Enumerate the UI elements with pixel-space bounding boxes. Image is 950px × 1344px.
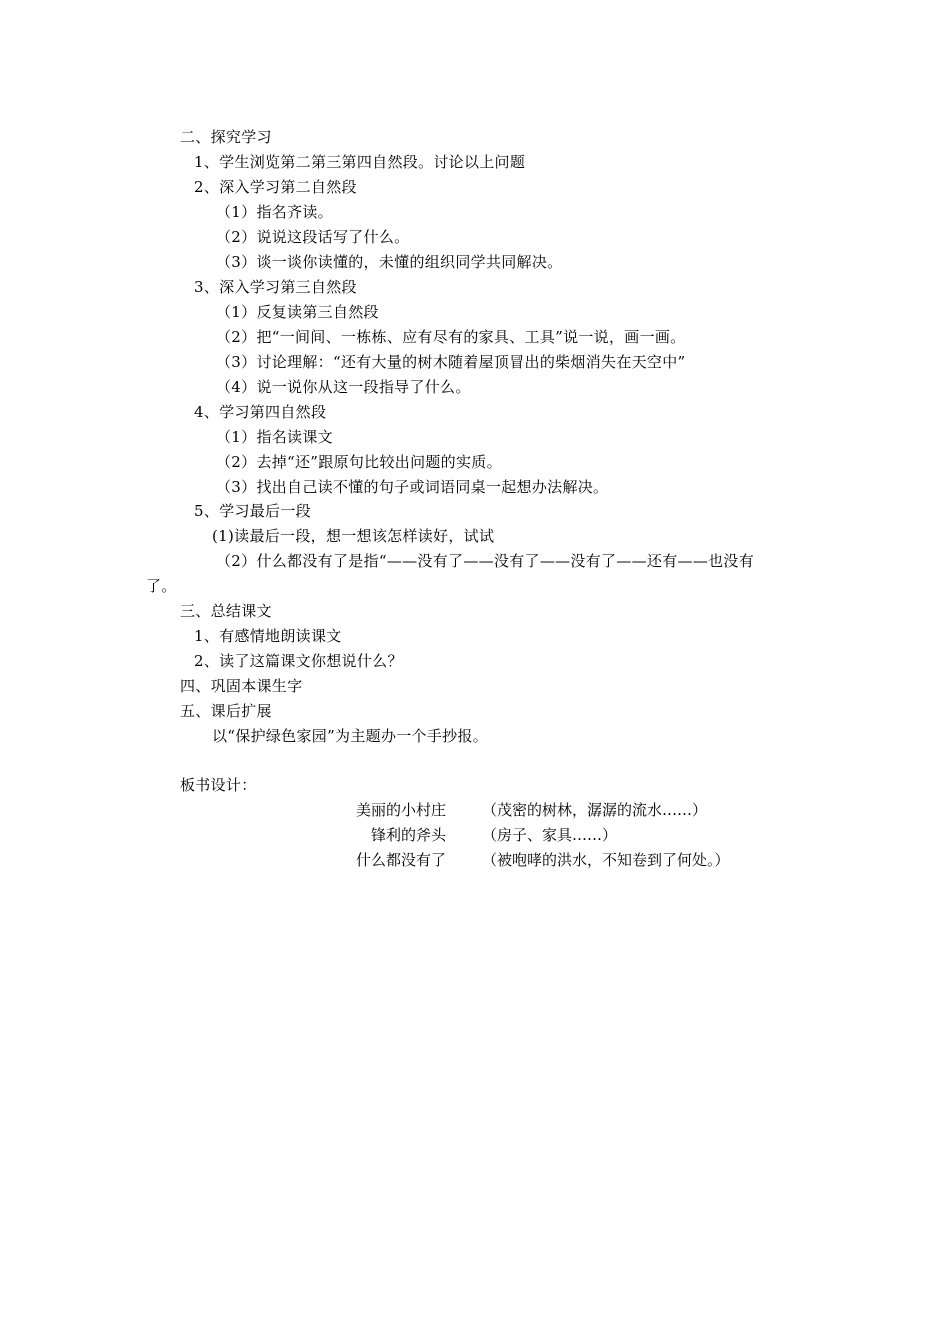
sub-list-item: （2）去掉“还”跟原句比较出问题的实质。	[216, 453, 502, 471]
board-row-left: 锋利的斧头	[370, 826, 446, 844]
section-heading-consolidate: 四、巩固本课生字	[180, 677, 303, 695]
sub-list-item: （3）谈一谈你读懂的，未懂的组织同学共同解决。	[216, 253, 563, 271]
extension-text: 以“保护绿色家园”为主题办一个手抄报。	[212, 727, 489, 745]
sub-list-item: （2）什么都没有了是指“——没有了——没有了——没有了——还有——也没有	[216, 552, 755, 570]
list-item: 1、有感情地朗读课文	[194, 627, 342, 645]
list-item: 1、学生浏览第二第三第四自然段。讨论以上问题	[194, 153, 526, 171]
list-item: 2、读了这篇课文你想说什么？	[194, 652, 403, 670]
section-heading-inquiry: 二、探究学习	[180, 128, 272, 146]
board-heading: 板书设计：	[180, 776, 257, 794]
board-row-right: （被咆哮的洪水，不知卷到了何处。）	[482, 851, 730, 869]
sub-list-item: (1)读最后一段，想一想该怎样读好，试试	[212, 527, 495, 545]
sub-list-item: （2）把“一间间、一栋栋、应有尽有的家具、工具”说一说，画一画。	[216, 328, 686, 346]
board-row-left: 美丽的小村庄	[355, 801, 446, 819]
sub-list-item: （1）指名读课文	[216, 428, 333, 446]
sub-list-item: （1）指名齐读。	[216, 203, 333, 221]
section-heading-extension: 五、课后扩展	[180, 702, 272, 720]
list-item: 5、学习最后一段	[194, 502, 311, 520]
section-heading-summary: 三、总结课文	[180, 602, 272, 620]
board-row-left: 什么都没有了	[355, 851, 446, 869]
board-row-right: （茂密的树林，潺潺的流水……）	[482, 801, 708, 819]
list-item: 3、深入学习第三自然段	[194, 278, 357, 296]
sub-list-item: （3）讨论理解：“还有大量的树木随着屋顶冒出的柴烟消失在天空中”	[216, 353, 686, 371]
list-item: 4、学习第四自然段	[194, 403, 327, 421]
sub-list-item: （4）说一说你从这一段指导了什么。	[216, 378, 471, 396]
board-row-right: （房子、家具……）	[482, 826, 618, 844]
sub-list-item: （1）反复读第三自然段	[216, 303, 379, 321]
sub-list-item: （3）找出自己读不懂的句子或词语同桌一起想办法解决。	[216, 478, 609, 496]
sub-list-item-continuation: 了。	[146, 577, 177, 595]
sub-list-item: （2）说说这段话写了什么。	[216, 228, 410, 246]
list-item: 2、深入学习第二自然段	[194, 178, 357, 196]
